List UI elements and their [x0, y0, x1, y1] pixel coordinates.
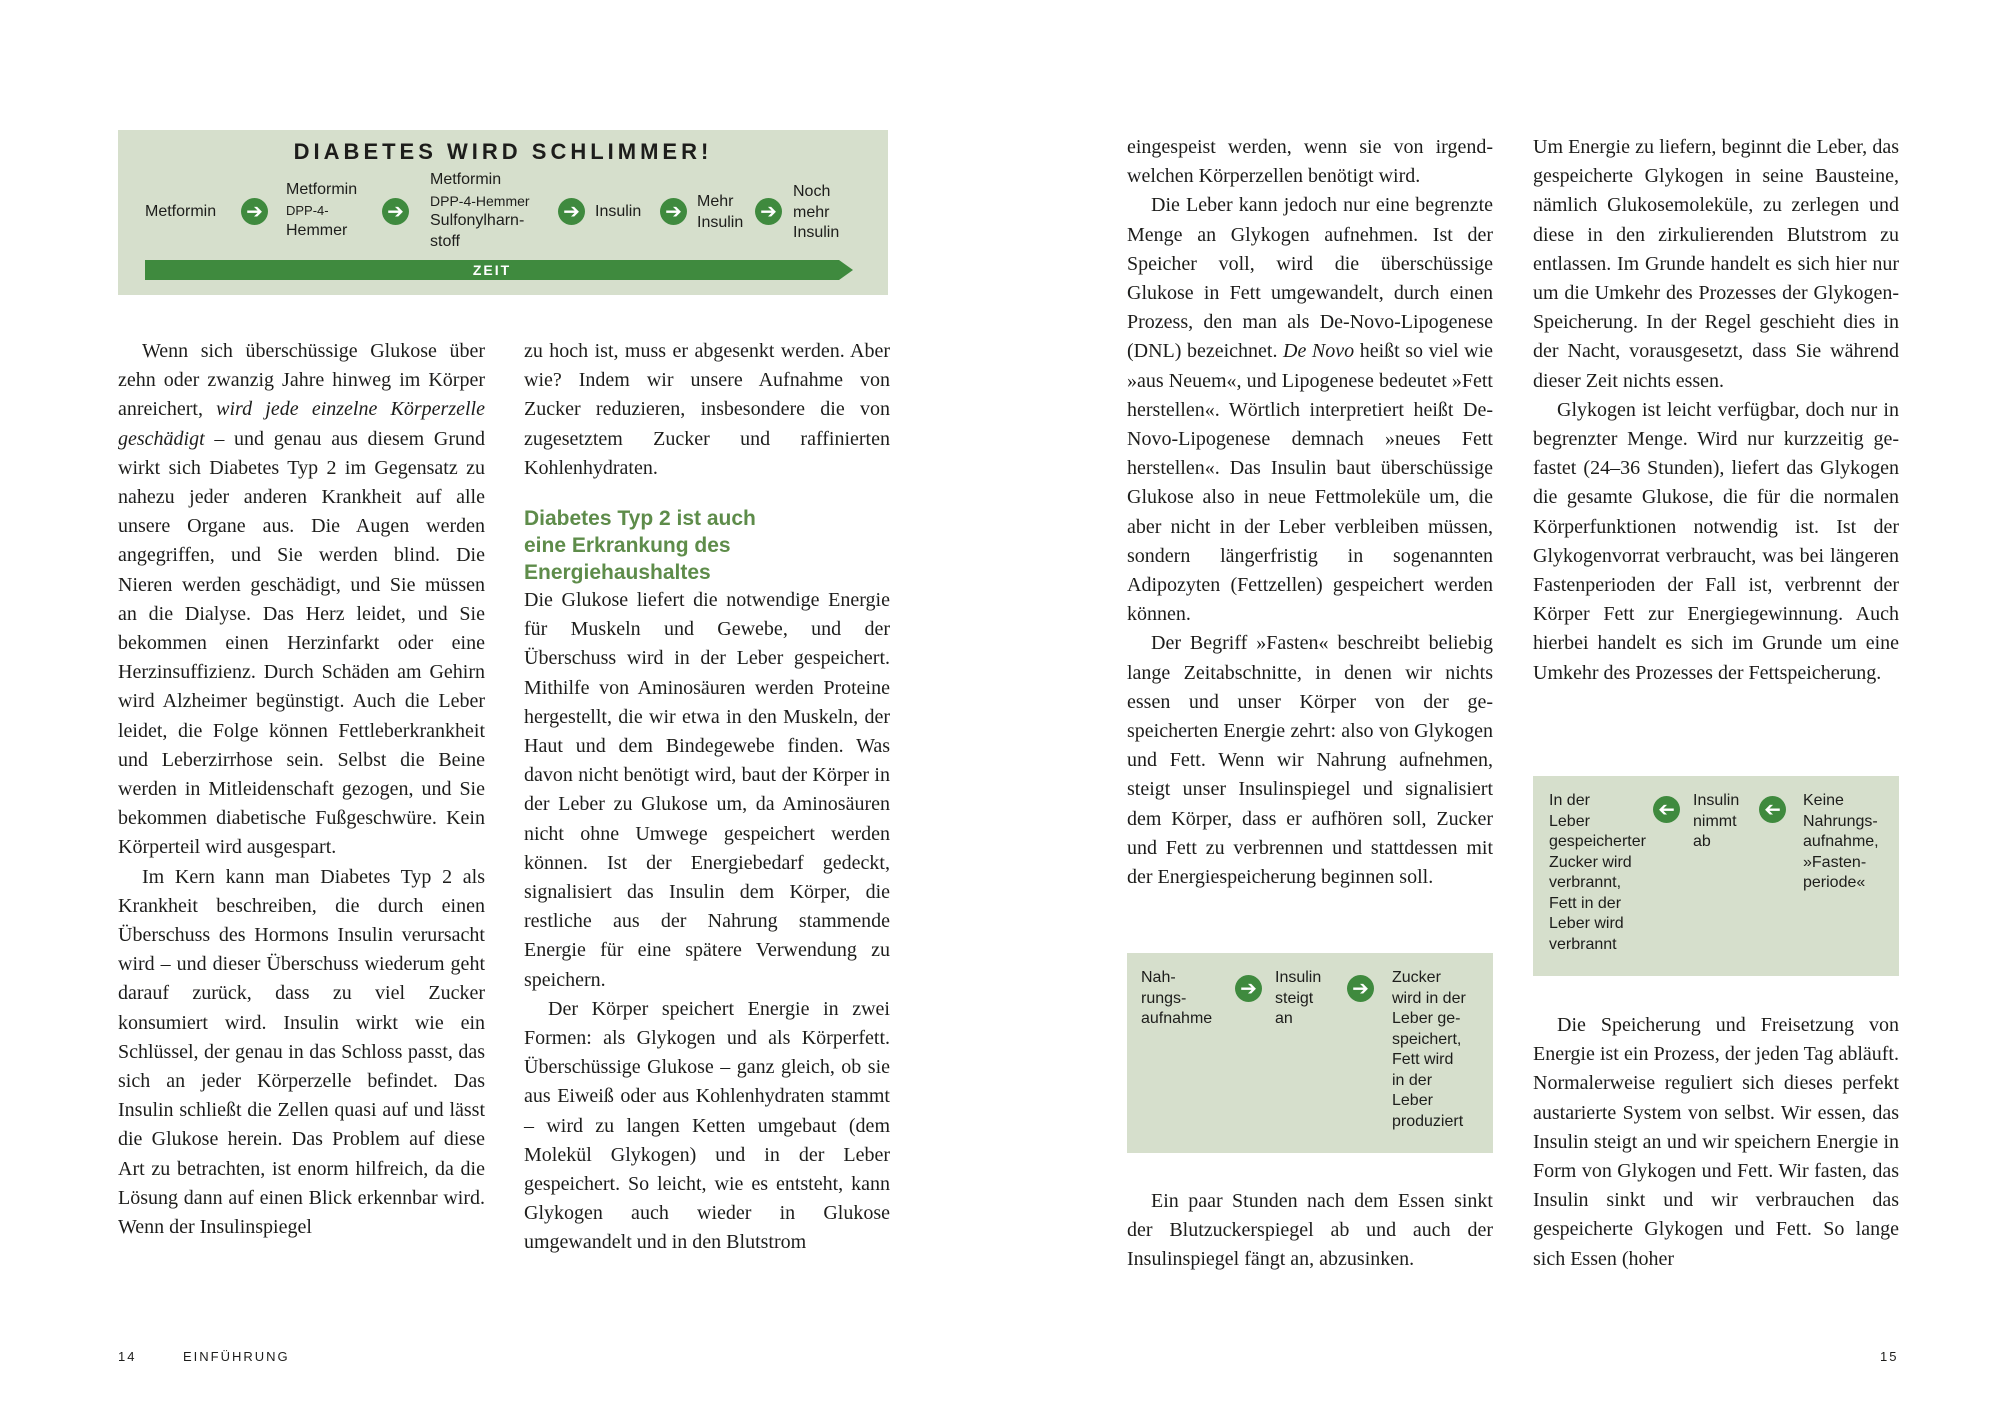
arrow-left-circle-icon: ➔ — [1759, 796, 1786, 823]
step-mehr-insulin: Mehr Insulin — [697, 193, 744, 231]
time-arrow-bar — [145, 260, 839, 280]
text-run: eingespeist werden, wenn sie von irgendwelchen Körperzellen benötigt wird. — [1127, 136, 1493, 188]
arrow-right-circle-icon: ➔ — [1235, 975, 1262, 1002]
step-insulin-nimmt-ab: Insulin nimmt ab — [1693, 792, 1740, 850]
fasting-flow-box — [1533, 776, 1899, 976]
arrow-right-circle-icon: ➔ — [660, 198, 687, 225]
left-column-2 — [524, 337, 890, 1258]
step-zucker-gespeichert: Zucker wird in der Leber ge- speichert, Fett wird in der Leber produziert — [1392, 969, 1466, 1130]
arrow-right-circle-icon: ➔ — [1347, 975, 1374, 1002]
right-column-2 — [1533, 133, 1899, 688]
arrow-right-circle-icon: ➔ — [558, 198, 585, 225]
step-keine-nahrungsaufnahme: Keine Nahrungs- aufnahme, »Fasten- periode« — [1803, 792, 1879, 891]
text-run: Wenn sich überschüssige Glukose über zehn oder zwanzig Jahre hinweg im Körper anreichert, — [118, 340, 485, 421]
running-footer-section: EINFÜHRUNG — [183, 1349, 290, 1364]
paragraph: zu hoch ist, muss er abgesenkt werden. Aber wie? Indem wir unsere Aufnahme von Zucker reduzieren, insbesondere die von zugesetztem Zucker und raffinierten Kohlenhydraten. — [524, 340, 890, 479]
diabetes-progression-box — [118, 130, 888, 295]
paragraph: Glykogen ist leicht verfügbar, doch nur in begrenzter Menge. Wird nur kurzzeitig gefastet (24–36 Stunden), liefert das Glykogen die gesamte Glukose, die für die normalen Körperfunktionen notwendig ist. Ist der Glykogenvorrat verbraucht, was bei längeren Fastenperioden der Fall ist, verbrennt der Körper Fett zur Energiegewinnung. Auch hierbei handelt es sich im Grunde um eine Umkehr des Prozesses der Fettspeicherung. — [1533, 398, 1899, 684]
page-number-right: 15 — [1880, 1349, 1899, 1364]
arrow-right-circle-icon: ➔ — [755, 198, 782, 225]
right-column-2-bottom — [1533, 1011, 1899, 1274]
step-nahrungsaufnahme: Nah- rungs- aufnahme — [1141, 969, 1213, 1027]
step-leber-verbrannt: In der Leber gespeicherter Zucker wird verbrannt, Fett in der Leber wird verbrannt — [1549, 792, 1646, 953]
right-column-1 — [1127, 133, 1493, 892]
step-noch-mehr-insulin: Noch mehr Insulin — [793, 183, 840, 241]
paragraph — [118, 337, 485, 863]
paragraph: Um Energie zu liefern, beginnt die Leber, das gespeicherte Glykogen in seine Bausteine, nämlich Glukosemoleküle, zu zerlegen und diese in den zirkulierenden Blutstrom zu entlassen. Im Grunde handelt es sich hier nur um die Umkehr des Prozesses der Glykogen-Speicherung. In der Regel geschieht dies in der Nacht, vorausgesetzt, dass Sie während dieser Zeit nichts essen. — [1533, 136, 1899, 392]
paragraph: Der Körper speichert Energie in zwei Formen: als Glykogen und als Körperfett. Überschüssige Glukose – ganz gleich, ob sie aus Eiweiß oder aus Kohlenhydraten stammt – wird zu langen Ketten umgebaut (dem Molekül Glykogen) und in der Leber gespeichert. So leicht, wie es entsteht, kann Glykogen auch wieder in Glukose umgewandelt und in den Blutstrom — [524, 997, 890, 1254]
text-run: Die Leber kann jedoch nur eine begrenzte Menge an Glykogen aufnehmen. Ist der Speicher voll, wird die überschüssige Glukose in Fett umgewandelt, durch einen Prozess, den man als De-Novo-Lipogenese (DNL) bezeichnet. — [1127, 194, 1493, 363]
text-run: heißt so viel wie »aus Neuem«, und Lipogenese bedeutet »Fett herstellen«. Wörtlich interpretiert heißt De-Novo-Lipogenese demnach »neues Fett herstellen«. Das Insulin baut überschüssige Glukose also in neue Fettmoleküle um, die aber nicht in der Leber verbleiben müssen, sondern längerfristig in sogenannten Adipozyten (Fettzellen) gespeichert werden können. — [1127, 340, 1494, 626]
step-metformin-dpp4-sulfonyl: Metformin DPP-4-Hemmer Sulfonylharn- stoff — [430, 171, 530, 250]
right-column-1-bottom — [1127, 1187, 1493, 1275]
left-column-1 — [118, 337, 485, 1242]
paragraph: Ein paar Stunden nach dem Essen sinkt der Blutzuckerspiegel ab und auch der Insulinspiegel fängt an, abzusinken. — [1127, 1190, 1493, 1271]
text-run: Der Begriff »Fasten« beschreibt beliebig lange Zeitabschnitte, in denen wir nichts essen und unser Körper von der gespeicherten Energie zehrt: also von Glykogen und Fett. Wenn wir Nahrung aufnehmen, steigt unser Insulinspiegel und signalisiert dem Körper, dass er aufhören soll, Zucker und Fett zu verbrennen und stattdessen mit der Energiespeicherung beginnen soll. — [1127, 632, 1493, 889]
text-run: Im Kern kann man Diabetes Typ 2 als Krankheit beschreiben, die durch einen Überschuss des Hormons Insulin verursacht wird – und dieser Überschuss wiederum geht darauf zurück, dass zu viel Zucker konsumiert wird. Insulin wirkt wie ein Schlüssel, der genau in das Schloss passt, das sich an jeder Körperzelle befindet. Das Insulin schließt die Zellen quasi auf und lässt die Glukose herein. Das Problem auf diese Art zu betrachten, ist enorm hilfreich, da die Lösung dann auf einen Blick erkennbar wird. Wenn der Insulinspiegel — [118, 865, 485, 1239]
arrow-right-circle-icon: ➔ — [382, 198, 409, 225]
emphasis-text: wird jede einzelne Körperzelle geschädigt — [118, 398, 485, 450]
diabetes-box-title: DIABETES WIRD SCHLIMMER! — [293, 139, 713, 164]
step-metformin: Metformin — [145, 203, 217, 220]
step-metformin-dpp4: Metformin DPP-4- Hemmer — [286, 181, 358, 239]
page-number-left: 14 — [118, 1349, 137, 1364]
arrow-left-circle-icon: ➔ — [1653, 796, 1680, 823]
step-insulin-steigt: Insulin steigt an — [1275, 969, 1322, 1027]
paragraph: Die Glukose liefert die notwendige Energie für Muskeln und Gewebe, und der Überschuss wird in der Leber gespeichert. Mithilfe von Aminosäuren werden Proteine hergestellt, die wir etwa in den Muskeln, der Haut und dem Bindegewebe finden. Was davon nicht benötigt wird, baut der Körper in der Leber zu Glukose um, da Aminosäuren nicht ohne Umwege gespeichert werden können. Ist der Energiebedarf gedeckt, signalisiert das Insulin dem Körper, die restliche aus der Nahrung stammende Energie für eine spätere Verwendung zu speichern. — [524, 589, 890, 991]
step-insulin: Insulin — [595, 203, 642, 220]
paragraph — [1127, 133, 1493, 191]
emphasis-text: De Novo — [1283, 340, 1355, 363]
paragraph — [118, 863, 485, 1243]
paragraph: Die Speicherung und Freisetzung von Energie ist ein Prozess, der jeden Tag abläuft. Normalerweise reguliert sich dieses perfekt austarierte System von selbst. Wir essen, das Insulin steigt an und wir speichern Energie in Form von Glykogen und Fett. Wir fasten, das Insulin sinkt und wir verbrauchen das gespeicherte Glykogen und Fett. So lange sich Essen (hoher — [1533, 1014, 1899, 1270]
time-label: ZEIT — [472, 262, 512, 278]
paragraph — [1127, 191, 1493, 629]
food-intake-flow-box — [1127, 953, 1493, 1153]
text-run: – und genau aus diesem Grund wirkt sich Diabetes Typ 2 im Gegensatz zu nahezu jeder anderen Krankheit auf alle unsere Organe aus. Die Augen werden angegriffen, und Sie werden blind. Die Nieren werden geschädigt, und Sie müssen an die Dialyse. Das Herz leidet, und Sie bekommen einen Herzinfarkt oder eine Herzinsuffizienz. Durch Schäden am Gehirn wird Alzheimer begünstigt. Auch die Leber leidet, die Folge können Fettleberkrankheit und Leberzirrhose sein. Selbst die Beine werden in Mitleidenschaft gezogen, und Sie bekommen diabetische Fußgeschwüre. Kein Körperteil wird ausgespart. — [118, 427, 485, 859]
paragraph — [1127, 629, 1493, 892]
time-arrow-tip — [839, 260, 853, 280]
section-heading: Diabetes Typ 2 ist auch eine Erkrankung des Energiehaushaltes — [524, 507, 756, 585]
arrow-right-circle-icon: ➔ — [241, 198, 268, 225]
